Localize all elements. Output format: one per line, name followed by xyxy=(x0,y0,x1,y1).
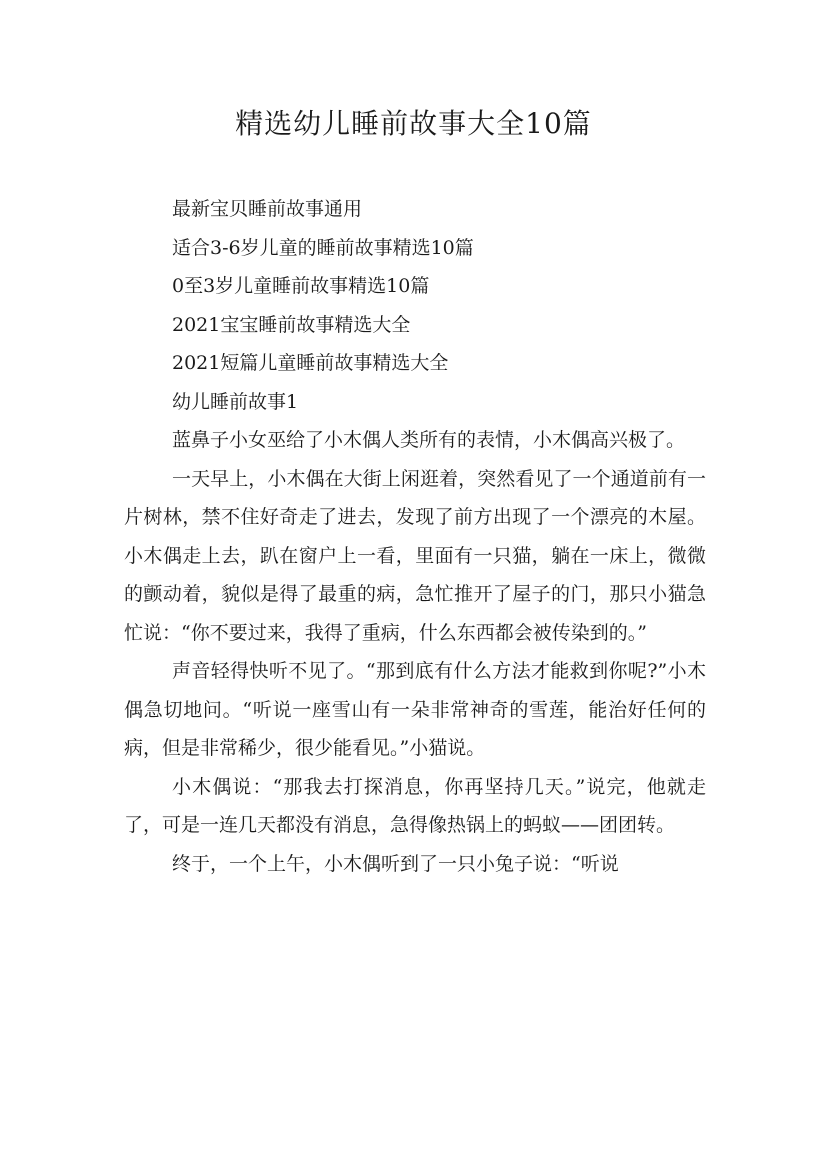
paragraph: 终于，一个上午，小木偶听到了一只小兔子说：“听说 xyxy=(172,852,619,875)
document-body xyxy=(124,190,706,883)
toc-item: 0至3岁儿童睡前故事精选10篇 xyxy=(172,275,430,297)
paragraph: 蓝鼻子小女巫给了小木偶人类所有的表情，小木偶高兴极了。 xyxy=(172,429,686,451)
paragraph: 一天早上，小木偶在大街上闲逛着，突然看见了一个通道前有一片树林，禁不住好奇走了进去，发现了前方出现了一个漂亮的木屋。小木偶走上去，趴在窗户上一看，里面有一只猫，躺在一床上，微微的颤动着，貌似是得了最重的病，急忙推开了屋子的门，那只小猫急忙说：“你不要过来，我得了重病，什么东西都会被传染到的。” xyxy=(124,467,706,644)
toc-item: 2021宝宝睡前故事精选大全 xyxy=(172,313,411,336)
paragraph: 小木偶说：“那我去打探消息，你再坚持几天。”说完，他就走了，可是一连几天都没有消息，急得像热锅上的蚂蚁——团团转。 xyxy=(124,775,706,836)
toc-item: 适合3-6岁儿童的睡前故事精选10篇 xyxy=(172,236,474,259)
toc-item: 最新宝贝睡前故事通用 xyxy=(172,198,363,220)
toc-item: 2021短篇儿童睡前故事精选大全 xyxy=(172,352,449,374)
paragraph: 声音轻得快听不见了。“那到底有什么方法才能救到你呢?”小木偶急切地问。“听说一座雪山有一朵非常神奇的雪莲，能治好任何的病，但是非常稀少，很少能看见。”小猫说。 xyxy=(124,660,706,759)
document-title: 精选幼儿睡前故事大全10篇 xyxy=(235,107,592,140)
story-heading: 幼儿睡前故事1 xyxy=(172,390,299,413)
